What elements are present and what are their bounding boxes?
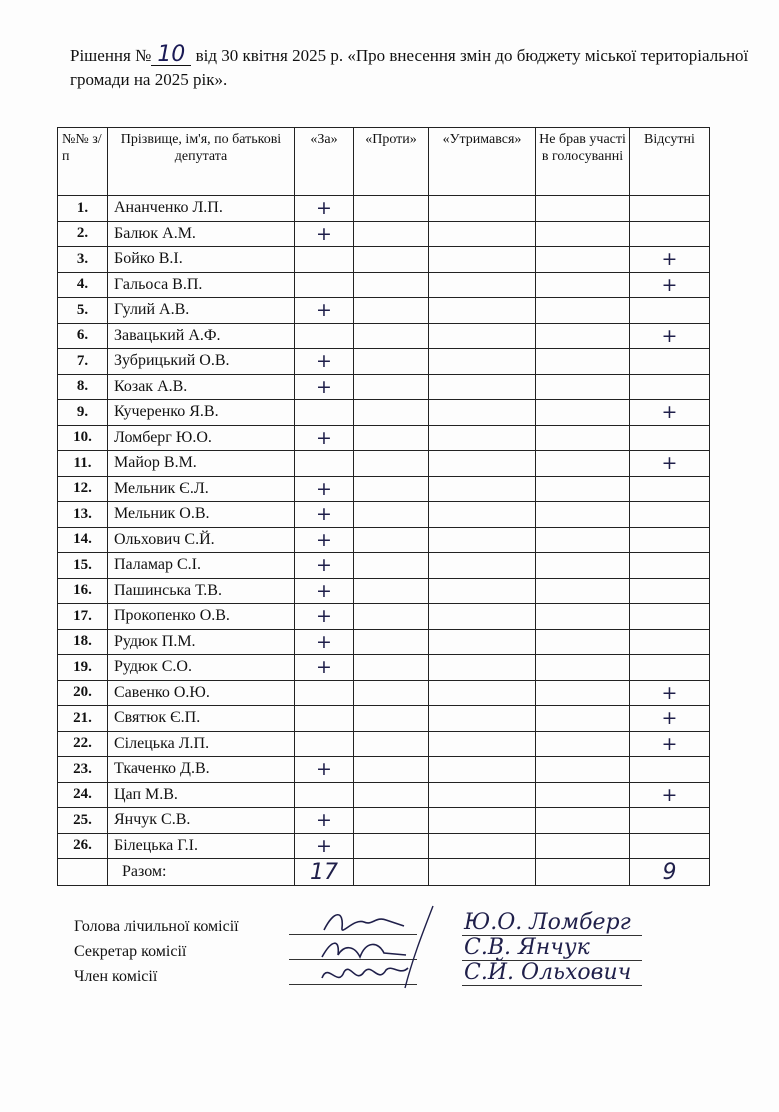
vote-proty-mark xyxy=(354,196,429,222)
vote-vidsutni-mark xyxy=(630,425,710,451)
row-number: 3. xyxy=(58,247,108,273)
vote-utrymavsia-mark xyxy=(429,782,536,808)
vote-vidsutni-mark: + xyxy=(630,706,710,732)
vote-proty-mark xyxy=(354,272,429,298)
deputy-name: Мельник О.В. xyxy=(108,502,295,528)
table-row xyxy=(58,323,710,349)
vote-ne-brav-mark xyxy=(536,757,630,783)
vote-proty-mark xyxy=(354,298,429,324)
total-label: Разом: xyxy=(108,859,295,886)
vote-ne-brav-mark xyxy=(536,604,630,630)
deputy-name: Ананченко Л.П. xyxy=(108,196,295,222)
vote-vidsutni-mark: + xyxy=(630,680,710,706)
table-row xyxy=(58,782,710,808)
table-row xyxy=(58,476,710,502)
vote-za-mark xyxy=(295,400,354,426)
row-number: 14. xyxy=(58,527,108,553)
row-number: 10. xyxy=(58,425,108,451)
vote-ne-brav-mark xyxy=(536,502,630,528)
vote-utrymavsia-mark xyxy=(429,374,536,400)
vote-proty-mark xyxy=(354,782,429,808)
total-za: 17 xyxy=(295,859,354,886)
vote-utrymavsia-mark xyxy=(429,604,536,630)
deputy-name: Янчук С.В. xyxy=(108,808,295,834)
vote-vidsutni-mark xyxy=(630,196,710,222)
signature-role: Голова лічильної комісії xyxy=(74,918,239,935)
deputy-name: Сілецька Л.П. xyxy=(108,731,295,757)
vote-utrymavsia-mark xyxy=(429,629,536,655)
deputy-name: Прокопенко О.В. xyxy=(108,604,295,630)
vote-proty-mark xyxy=(354,323,429,349)
table-row xyxy=(58,247,710,273)
vote-vidsutni-mark xyxy=(630,833,710,859)
vote-za-mark: + xyxy=(295,476,354,502)
deputy-name: Гальоса В.П. xyxy=(108,272,295,298)
vote-ne-brav-mark xyxy=(536,629,630,655)
vote-za-mark xyxy=(295,731,354,757)
row-number: 18. xyxy=(58,629,108,655)
vote-ne-brav-mark xyxy=(536,731,630,757)
vote-za-mark xyxy=(295,247,354,273)
vote-utrymavsia-mark xyxy=(429,221,536,247)
row-number: 17. xyxy=(58,604,108,630)
vote-utrymavsia-mark xyxy=(429,272,536,298)
vote-ne-brav-mark xyxy=(536,196,630,222)
vote-vidsutni-mark xyxy=(630,221,710,247)
vote-za-mark: + xyxy=(295,629,354,655)
deputy-name: Козак А.В. xyxy=(108,374,295,400)
vote-ne-brav-mark xyxy=(536,425,630,451)
col-header-utrymavsia: «Утримався» xyxy=(429,128,536,196)
deputy-name: Рудюк П.М. xyxy=(108,629,295,655)
decision-title: від 30 квітня 2025 р. «Про внесення змін до бюджету міської територіальної громади на 2025 рік». xyxy=(70,46,749,89)
deputy-name: Гулий А.В. xyxy=(108,298,295,324)
vote-vidsutni-mark xyxy=(630,349,710,375)
vote-vidsutni-mark xyxy=(630,604,710,630)
signature-role: Член комісії xyxy=(74,968,158,985)
vote-ne-brav-mark xyxy=(536,808,630,834)
total-num-cell xyxy=(58,859,108,886)
vote-za-mark: + xyxy=(295,221,354,247)
row-number: 9. xyxy=(58,400,108,426)
vote-utrymavsia-mark xyxy=(429,451,536,477)
deputy-name: Савенко О.Ю. xyxy=(108,680,295,706)
col-header-name: Прізвище, ім'я, по батькові депутата xyxy=(108,128,295,196)
deputy-name: Ольхович С.Й. xyxy=(108,527,295,553)
table-row xyxy=(58,349,710,375)
vote-za-mark: + xyxy=(295,527,354,553)
vote-utrymavsia-mark xyxy=(429,196,536,222)
vote-vidsutni-mark: + xyxy=(630,247,710,273)
vote-proty-mark xyxy=(354,349,429,375)
deputy-name: Майор В.М. xyxy=(108,451,295,477)
row-number: 1. xyxy=(58,196,108,222)
vote-ne-brav-mark xyxy=(536,400,630,426)
decision-header xyxy=(70,44,750,92)
table-row xyxy=(58,451,710,477)
table-row xyxy=(58,706,710,732)
signature-block xyxy=(74,910,714,989)
total-utrymavsia xyxy=(429,859,536,886)
vote-za-mark xyxy=(295,782,354,808)
vote-utrymavsia-mark xyxy=(429,323,536,349)
vote-proty-mark xyxy=(354,578,429,604)
vote-ne-brav-mark xyxy=(536,323,630,349)
vote-utrymavsia-mark xyxy=(429,706,536,732)
signature-name: С.В. Янчук xyxy=(464,935,590,960)
signature-name: С.Й. Ольхович xyxy=(464,960,632,985)
decision-prefix: Рішення № xyxy=(70,46,152,65)
vote-za-mark xyxy=(295,451,354,477)
deputy-name: Цап М.В. xyxy=(108,782,295,808)
row-number: 19. xyxy=(58,655,108,681)
vote-ne-brav-mark xyxy=(536,374,630,400)
deputy-name: Кучеренко Я.В. xyxy=(108,400,295,426)
deputy-name: Рудюк С.О. xyxy=(108,655,295,681)
table-row xyxy=(58,400,710,426)
vote-utrymavsia-mark xyxy=(429,833,536,859)
vote-ne-brav-mark xyxy=(536,706,630,732)
vote-utrymavsia-mark xyxy=(429,247,536,273)
vote-vidsutni-mark xyxy=(630,655,710,681)
vote-ne-brav-mark xyxy=(536,655,630,681)
table-row xyxy=(58,604,710,630)
row-number: 15. xyxy=(58,553,108,579)
vote-za-mark: + xyxy=(295,349,354,375)
vote-za-mark xyxy=(295,323,354,349)
signature-name: Ю.О. Ломберг xyxy=(464,910,631,935)
row-number: 5. xyxy=(58,298,108,324)
col-header-ne-brav: Не брав участі в голосуванні xyxy=(536,128,630,196)
row-number: 26. xyxy=(58,833,108,859)
vote-ne-brav-mark xyxy=(536,451,630,477)
table-row xyxy=(58,272,710,298)
vote-proty-mark xyxy=(354,655,429,681)
vote-utrymavsia-mark xyxy=(429,731,536,757)
vote-vidsutni-mark xyxy=(630,374,710,400)
vote-za-mark: + xyxy=(295,298,354,324)
vote-utrymavsia-mark xyxy=(429,400,536,426)
vote-ne-brav-mark xyxy=(536,833,630,859)
col-header-num: №№ з/п xyxy=(58,128,108,196)
row-number: 8. xyxy=(58,374,108,400)
pen-stroke-icon xyxy=(399,902,439,992)
vote-proty-mark xyxy=(354,808,429,834)
vote-proty-mark xyxy=(354,731,429,757)
vote-ne-brav-mark xyxy=(536,272,630,298)
vote-utrymavsia-mark xyxy=(429,680,536,706)
decision-number: 10 xyxy=(151,45,191,66)
vote-za-mark: + xyxy=(295,196,354,222)
deputy-name: Святюк Є.П. xyxy=(108,706,295,732)
vote-utrymavsia-mark xyxy=(429,808,536,834)
vote-ne-brav-mark xyxy=(536,578,630,604)
vote-proty-mark xyxy=(354,247,429,273)
vote-utrymavsia-mark xyxy=(429,425,536,451)
total-proty xyxy=(354,859,429,886)
vote-proty-mark xyxy=(354,629,429,655)
table-row xyxy=(58,298,710,324)
deputy-name: Завацький А.Ф. xyxy=(108,323,295,349)
vote-ne-brav-mark xyxy=(536,298,630,324)
vote-proty-mark xyxy=(354,706,429,732)
vote-vidsutni-mark xyxy=(630,808,710,834)
vote-proty-mark xyxy=(354,425,429,451)
row-number: 13. xyxy=(58,502,108,528)
deputy-name: Ломберг Ю.О. xyxy=(108,425,295,451)
total-ne-brav xyxy=(536,859,630,886)
vote-proty-mark xyxy=(354,221,429,247)
vote-utrymavsia-mark xyxy=(429,298,536,324)
vote-za-mark: + xyxy=(295,604,354,630)
vote-vidsutni-mark: + xyxy=(630,323,710,349)
row-number: 25. xyxy=(58,808,108,834)
deputy-name: Бойко В.І. xyxy=(108,247,295,273)
total-row xyxy=(58,859,710,886)
vote-proty-mark xyxy=(354,476,429,502)
vote-proty-mark xyxy=(354,833,429,859)
vote-proty-mark xyxy=(354,502,429,528)
vote-vidsutni-mark xyxy=(630,298,710,324)
row-number: 21. xyxy=(58,706,108,732)
vote-ne-brav-mark xyxy=(536,221,630,247)
vote-utrymavsia-mark xyxy=(429,578,536,604)
table-row xyxy=(58,553,710,579)
vote-za-mark: + xyxy=(295,578,354,604)
row-number: 11. xyxy=(58,451,108,477)
vote-proty-mark xyxy=(354,451,429,477)
vote-za-mark: + xyxy=(295,425,354,451)
table-row xyxy=(58,680,710,706)
row-number: 2. xyxy=(58,221,108,247)
vote-vidsutni-mark: + xyxy=(630,782,710,808)
vote-vidsutni-mark: + xyxy=(630,400,710,426)
row-number: 23. xyxy=(58,757,108,783)
col-header-za: «За» xyxy=(295,128,354,196)
vote-ne-brav-mark xyxy=(536,349,630,375)
vote-utrymavsia-mark xyxy=(429,502,536,528)
vote-proty-mark xyxy=(354,374,429,400)
vote-ne-brav-mark xyxy=(536,476,630,502)
vote-utrymavsia-mark xyxy=(429,349,536,375)
row-number: 24. xyxy=(58,782,108,808)
vote-ne-brav-mark xyxy=(536,782,630,808)
vote-vidsutni-mark xyxy=(630,553,710,579)
vote-ne-brav-mark xyxy=(536,553,630,579)
table-row xyxy=(58,221,710,247)
vote-utrymavsia-mark xyxy=(429,553,536,579)
table-row xyxy=(58,833,710,859)
vote-utrymavsia-mark xyxy=(429,476,536,502)
vote-za-mark xyxy=(295,680,354,706)
vote-proty-mark xyxy=(354,757,429,783)
deputy-name: Балюк А.М. xyxy=(108,221,295,247)
table-row xyxy=(58,808,710,834)
row-number: 7. xyxy=(58,349,108,375)
vote-proty-mark xyxy=(354,604,429,630)
signature-row xyxy=(74,960,714,989)
table-row xyxy=(58,527,710,553)
vote-vidsutni-mark xyxy=(630,629,710,655)
vote-proty-mark xyxy=(354,527,429,553)
voting-table xyxy=(57,127,710,886)
name-underline xyxy=(462,985,642,986)
table-row xyxy=(58,655,710,681)
table-row xyxy=(58,629,710,655)
vote-proty-mark xyxy=(354,553,429,579)
vote-vidsutni-mark xyxy=(630,527,710,553)
vote-utrymavsia-mark xyxy=(429,655,536,681)
row-number: 4. xyxy=(58,272,108,298)
vote-ne-brav-mark xyxy=(536,527,630,553)
table-row xyxy=(58,578,710,604)
table-row xyxy=(58,502,710,528)
deputy-name: Зубрицький О.В. xyxy=(108,349,295,375)
vote-za-mark: + xyxy=(295,833,354,859)
vote-vidsutni-mark xyxy=(630,502,710,528)
vote-za-mark: + xyxy=(295,553,354,579)
vote-za-mark: + xyxy=(295,655,354,681)
vote-ne-brav-mark xyxy=(536,680,630,706)
deputy-name: Мельник Є.Л. xyxy=(108,476,295,502)
row-number: 20. xyxy=(58,680,108,706)
deputy-name: Ткаченко Д.В. xyxy=(108,757,295,783)
vote-vidsutni-mark xyxy=(630,757,710,783)
vote-vidsutni-mark xyxy=(630,578,710,604)
vote-ne-brav-mark xyxy=(536,247,630,273)
vote-za-mark xyxy=(295,706,354,732)
vote-za-mark: + xyxy=(295,374,354,400)
col-header-vidsutni: Відсутні xyxy=(630,128,710,196)
row-number: 6. xyxy=(58,323,108,349)
vote-proty-mark xyxy=(354,400,429,426)
vote-vidsutni-mark xyxy=(630,476,710,502)
signature-role: Секретар комісії xyxy=(74,943,187,960)
table-row xyxy=(58,196,710,222)
deputy-name: Пашинська Т.В. xyxy=(108,578,295,604)
table-header-row xyxy=(58,128,710,196)
vote-vidsutni-mark: + xyxy=(630,272,710,298)
row-number: 22. xyxy=(58,731,108,757)
vote-utrymavsia-mark xyxy=(429,527,536,553)
vote-za-mark: + xyxy=(295,757,354,783)
row-number: 12. xyxy=(58,476,108,502)
table-row xyxy=(58,757,710,783)
vote-za-mark: + xyxy=(295,808,354,834)
vote-vidsutni-mark: + xyxy=(630,731,710,757)
deputy-name: Паламар С.І. xyxy=(108,553,295,579)
table-row xyxy=(58,425,710,451)
vote-proty-mark xyxy=(354,680,429,706)
col-header-proty: «Проти» xyxy=(354,128,429,196)
vote-za-mark: + xyxy=(295,502,354,528)
table-row xyxy=(58,731,710,757)
deputy-name: Білецька Г.І. xyxy=(108,833,295,859)
vote-za-mark xyxy=(295,272,354,298)
total-vidsutni: 9 xyxy=(630,859,710,886)
table-row xyxy=(58,374,710,400)
vote-vidsutni-mark: + xyxy=(630,451,710,477)
row-number: 16. xyxy=(58,578,108,604)
vote-utrymavsia-mark xyxy=(429,757,536,783)
